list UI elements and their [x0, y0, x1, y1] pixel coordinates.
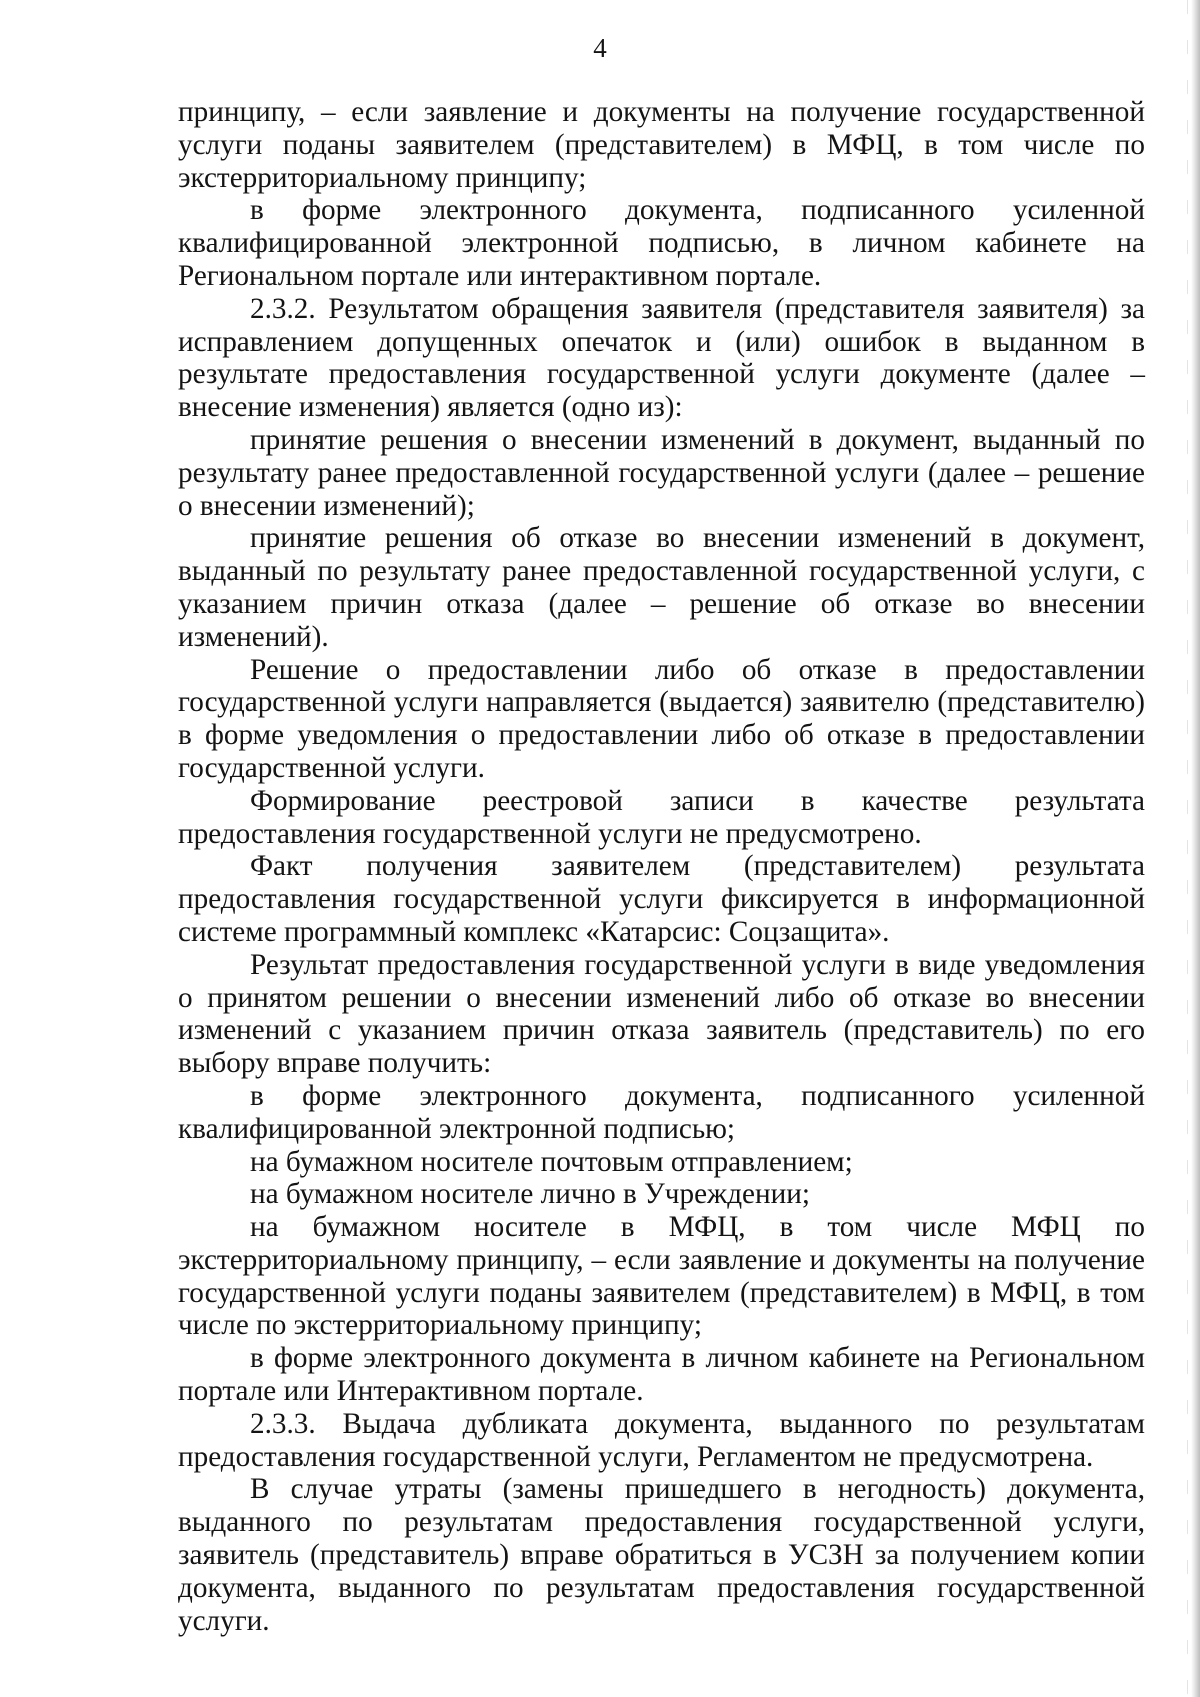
scan-edge-line: [1187, 0, 1188, 1697]
paragraph-section-2-3-2: 2.3.2. Результатом обращения заявителя (представителя заявителя) за исправлением допущенных опечаток и (или) ошибок в выданном в результате предоставления государственной услуги документе (далее – внесение изменения) является (одно из):: [178, 292, 1145, 424]
paragraph: в форме электронного документа в личном кабинете на Региональном портале или Интерактивном портале.: [178, 1342, 1145, 1408]
paragraph: Решение о предоставлении либо об отказе в предоставлении государственной услуги направляется (выдается) заявителю (представителю) в форме уведомления о предоставлении либо об отказе в предоставлении государственной услуги.: [178, 653, 1145, 784]
paragraph: В случае утраты (замены пришедшего в негодность) документа, выданного по результатам предоставления государственной услуги, заявитель (представитель) вправе обратиться в УСЗН за получением копии документа, выданного по результатам предоставления государственной услуги.: [178, 1473, 1145, 1637]
paragraph: принятие решения об отказе во внесении изменений в документ, выданный по результату ранее предоставленной государственной услуги, с указанием причин отказа (далее – решение об отказе во внесении изменений).: [178, 522, 1145, 653]
paragraph: в форме электронного документа, подписанного усиленной квалифицированной электронной подписью, в личном кабинете на Региональном портале или интерактивном портале.: [178, 194, 1145, 292]
page-number: 4: [593, 33, 607, 63]
paragraph: на бумажном носителе почтовым отправлением;: [250, 1145, 853, 1178]
paragraph-section-2-3-3: 2.3.3. Выдача дубликата документа, выданного по результатам предоставления государственной услуги, Регламентом не предусмотрена.: [178, 1407, 1145, 1473]
paragraph: Результат предоставления государственной услуги в виде уведомления о принятом решении о внесении изменений либо об отказе во внесении изменений с указанием причин отказа заявитель (представитель) по его выбору вправе получить:: [178, 948, 1145, 1080]
paragraph: на бумажном носителе в МФЦ, в том числе МФЦ по экстерриториальному принципу, – если заявление и документы на получение государственной услуги поданы заявителем (представителем) в МФЦ, в том числе по экстерриториальному принципу;: [178, 1211, 1145, 1342]
paragraph-continuation: принципу, – если заявление и документы на получение государственной услуги поданы заявителем (представителем) в МФЦ, в том числе по экстерриториальному принципу;: [178, 96, 1145, 194]
document-body: [178, 96, 1145, 1637]
scan-edge-shadow: [1191, 0, 1200, 1697]
paragraph: принятие решения о внесении изменений в документ, выданный по результату ранее предоставленной государственной услуги (далее – решение о внесении изменений);: [178, 423, 1145, 522]
paragraph: Формирование реестровой записи в качестве результата предоставления государственной услуги не предусмотрено.: [178, 784, 1145, 850]
paragraph: Факт получения заявителем (представителем) результата предоставления государственной услуги фиксируется в информационной системе программный комплекс «Катарсис: Соцзащита».: [178, 850, 1145, 948]
paragraph: в форме электронного документа, подписанного усиленной квалифицированной электронной подписью;: [178, 1079, 1145, 1145]
paragraph: на бумажном носителе лично в Учреждении;: [250, 1178, 810, 1211]
